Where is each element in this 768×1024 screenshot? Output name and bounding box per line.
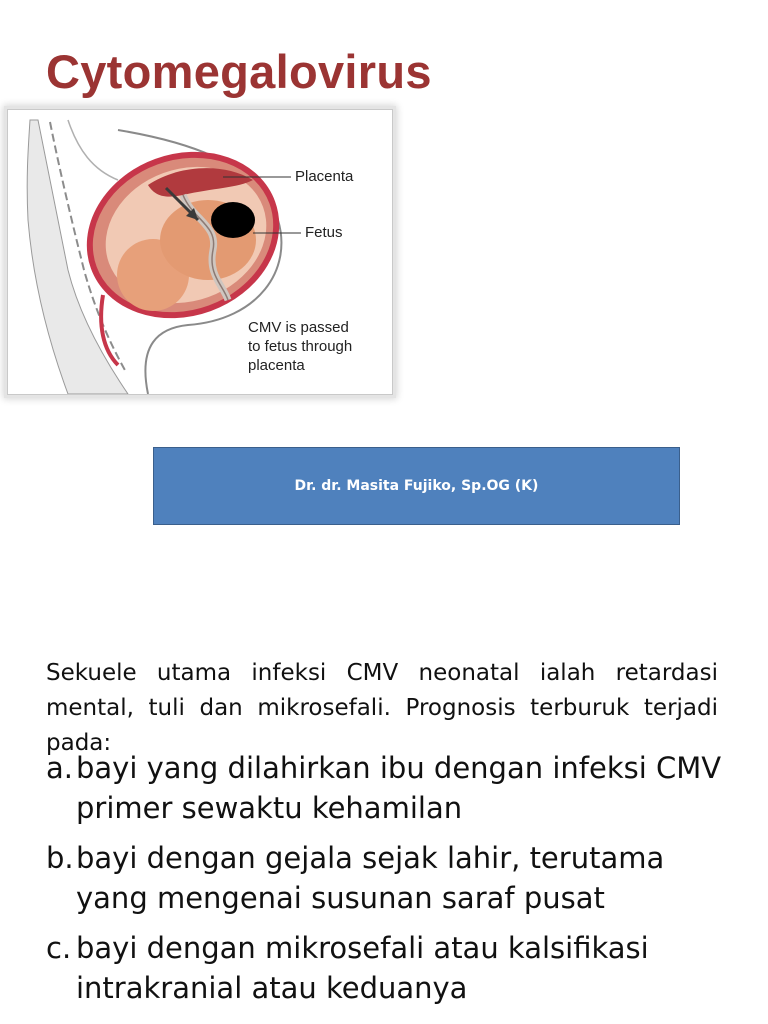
option-letter: c.	[46, 931, 72, 965]
options-list	[46, 748, 726, 1018]
option-letter: b.	[46, 841, 74, 875]
option-text: bayi dengan gejala sejak lahir, terutama yang mengenai susunan saraf pusat	[76, 841, 665, 915]
caption-line: to fetus through	[248, 338, 353, 355]
figure-caption	[248, 318, 388, 375]
slide-title: Cytomegalovirus	[46, 45, 432, 98]
caption-line: CMV is passed	[248, 319, 349, 336]
option-text: bayi dengan mikrosefali atau kalsifikasi intrakranial atau keduanya	[76, 931, 649, 1005]
option-item	[46, 748, 726, 828]
pregnancy-illustration	[8, 110, 392, 394]
intro-paragraph: Sekuele utama infeksi CMV neonatal ialah retardasi mental, tuli dan mikrosefali. Prognosis terburuk terjadi pada:	[46, 660, 718, 756]
option-item	[46, 928, 726, 1008]
fetus-label: Fetus	[305, 224, 343, 241]
option-text: bayi yang dilahirkan ibu dengan infeksi CMV primer sewaktu kehamilan	[76, 751, 722, 825]
author-box	[153, 447, 680, 525]
caption-line: placenta	[248, 357, 305, 374]
author-name: Dr. dr. Masita Fujiko, Sp.OG (K)	[294, 478, 539, 494]
placenta-label: Placenta	[295, 168, 354, 185]
option-item	[46, 838, 726, 918]
option-letter: a.	[46, 751, 73, 785]
